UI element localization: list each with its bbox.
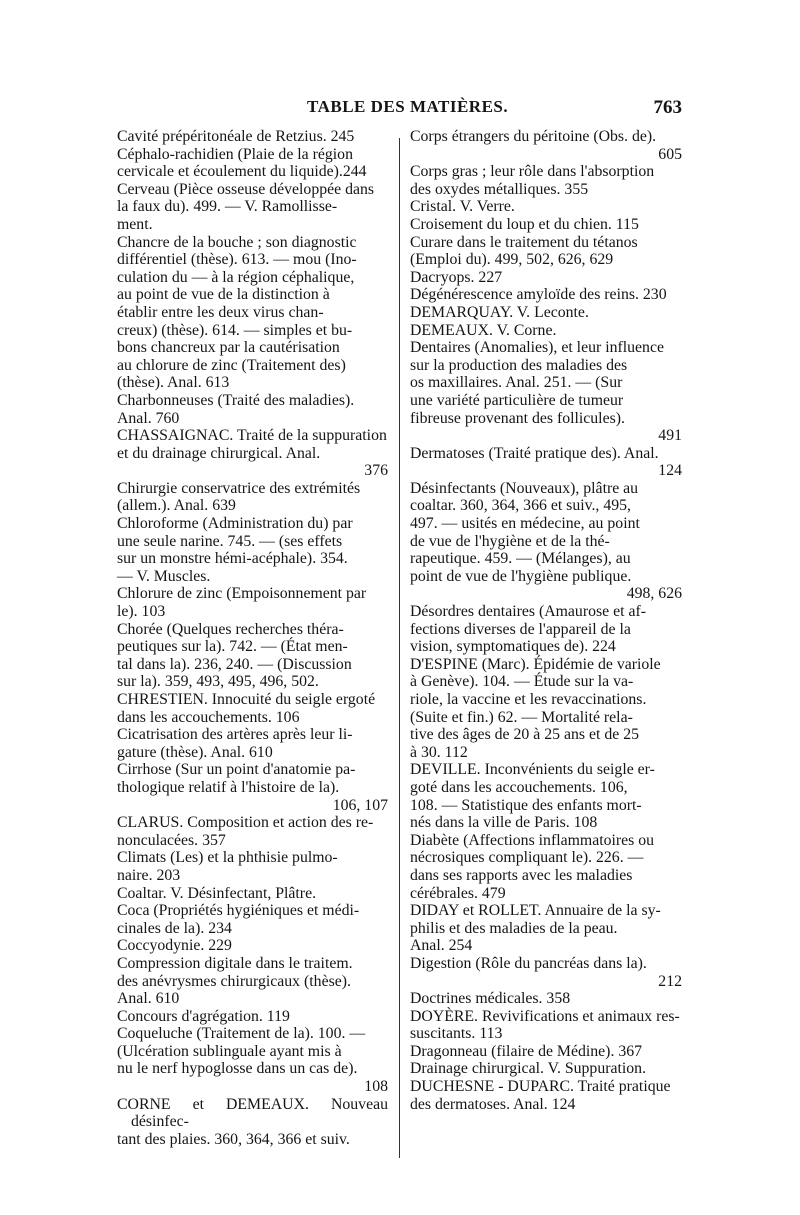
index-entry: [117, 480, 388, 515]
entry-line: sur un monstre hémi-acéphale). 354.: [117, 550, 348, 568]
index-entry: [117, 427, 388, 480]
running-title: TABLE DES MATIÈRES.: [307, 97, 509, 116]
entry-line: Chirurgie conservatrice des extrémités: [117, 479, 361, 497]
entry-line: à Genève). 104. — Étude sur la va-: [410, 673, 634, 691]
entry-line: Chlorure de zinc (Empoisonnement par: [117, 585, 367, 603]
entry-line: Cavité prépéritonéale de Retzius. 245: [117, 128, 355, 145]
entry-line: Doctrines médicales. 358: [410, 990, 571, 1008]
entry-line: — V. Muscles.: [117, 567, 211, 585]
entry-line: CHRESTIEN. Innocuité du seigle ergoté: [117, 691, 376, 708]
entry-line: la faux du). 499. — V. Ramollisse-: [117, 198, 338, 216]
entry-line: sur la production des maladies des: [410, 356, 628, 374]
entry-line: Dégénérescence amyloïde des reins. 230: [410, 286, 667, 304]
entry-line: gature (thèse). Anal. 610: [117, 743, 273, 761]
entry-line: Climats (Les) et la phthisie pulmo-: [117, 849, 338, 867]
index-entry: [410, 656, 682, 762]
entry-line: thologique relatif à l'histoire de la).: [117, 778, 340, 796]
entry-line: Diabète (Affections inflammatoires ou: [410, 831, 655, 849]
entry-line: des oxydes métalliques. 355: [410, 180, 589, 198]
entry-line: Cristal. V. Verre.: [410, 198, 515, 216]
entry-line: cervicale et écoulement du liquide).244: [117, 163, 367, 181]
index-entry: [117, 1025, 388, 1095]
entry-line: nu le nerf hypoglosse dans un cas de).: [117, 1060, 358, 1078]
entry-line: 491: [658, 427, 682, 445]
entry-line: peutiques sur la). 742. — (État men-: [117, 638, 348, 656]
entry-line: DEMARQUAY. V. Leconte.: [410, 303, 589, 321]
entry-line: nonculacées. 357: [117, 831, 226, 849]
entry-line: Charbonneuses (Traité des maladies).: [117, 391, 355, 409]
entry-line: fections diverses de l'appareil de la: [410, 620, 631, 638]
entry-line: Croisement du loup et du chien. 115: [410, 215, 639, 233]
entry-line: Désinfectants (Nouveaux), plâtre au: [410, 479, 639, 497]
entry-line: Drainage chirurgical. V. Suppuration.: [410, 1060, 647, 1078]
entry-line: goté dans les accouchements. 106,: [410, 778, 628, 796]
entry-line: 376: [364, 462, 388, 480]
index-entry: [117, 885, 388, 903]
entry-line: Coaltar. V. Désinfectant, Plâtre.: [117, 884, 317, 902]
entry-line: dans les accouchements. 106: [117, 708, 300, 726]
index-entry: [410, 1078, 682, 1113]
index-entry: [117, 691, 388, 726]
index-entry: [117, 955, 388, 1008]
entry-line: Chancre de la bouche ; son diagnostic: [117, 233, 357, 251]
index-entry: [410, 1060, 682, 1078]
right-column: [410, 128, 682, 1113]
entry-line: Coqueluche (Traitement de la). 100. —: [117, 1025, 366, 1043]
entry-line: Compression digitale dans le traitem.: [117, 954, 353, 972]
index-entry: [410, 163, 682, 198]
entry-line: (Suite et fin.) 62. — Mortalité rela-: [410, 708, 633, 726]
index-entry: [117, 1096, 388, 1149]
index-entry: [410, 269, 682, 287]
index-entry: [410, 990, 682, 1008]
entry-line: Dermatoses (Traité pratique des). Anal.: [410, 444, 659, 462]
entry-line: et du drainage chirurgical. Anal.: [117, 444, 321, 462]
entry-line: point de vue de l'hygiène publique.: [410, 567, 632, 585]
index-entry: [410, 339, 682, 445]
entry-line: riole, la vaccine et les revaccinations.: [410, 691, 647, 708]
entry-line: 106, 107: [332, 796, 388, 814]
entry-line: sur la). 359, 493, 495, 496, 502.: [117, 673, 319, 691]
column-divider: [399, 138, 400, 1158]
entry-line: D'ESPINE (Marc). Épidémie de variole: [410, 655, 661, 673]
entry-line: cérébrales. 479: [410, 884, 506, 902]
index-entry: [410, 832, 682, 902]
index-entry: [117, 392, 388, 427]
entry-line: Céphalo-rachidien (Plaie de la région: [117, 145, 353, 163]
index-entry: [117, 181, 388, 234]
entry-line: os maxillaires. Anal. 251. — (Sur: [410, 374, 623, 392]
entry-line: 498, 626: [626, 585, 682, 603]
entry-line: Digestion (Rôle du pancréas dans la).: [410, 954, 647, 972]
index-entry: [410, 1008, 682, 1043]
entry-line: Curare dans le traitement du tétanos: [410, 233, 638, 251]
entry-line: (allem.). Anal. 639: [117, 497, 236, 515]
entry-line: 124: [658, 462, 682, 480]
entry-line: philis et des maladies de la peau.: [410, 919, 618, 937]
entry-line: fibreuse provenant des follicules).: [410, 409, 625, 427]
entry-line: tive des âges de 20 à 25 ans et de 25: [410, 726, 639, 744]
entry-line: Corps gras ; leur rôle dans l'absorption: [410, 163, 655, 181]
index-entry: [410, 198, 682, 216]
left-column: [117, 128, 388, 1148]
entry-line: Chorée (Quelques recherches théra-: [117, 620, 344, 638]
entry-line: Chloroforme (Administration du) par: [117, 515, 353, 533]
index-entry: [410, 761, 682, 831]
entry-line: Dentaires (Anomalies), et leur influence: [410, 339, 664, 357]
index-entry: [410, 322, 682, 340]
entry-line: ment.: [117, 215, 153, 233]
entry-line: 108: [364, 1078, 388, 1096]
entry-line: Anal. 254: [410, 937, 473, 955]
index-entry: [117, 585, 388, 620]
index-entry: [410, 480, 682, 603]
entry-line: bons chancreux par la cautérisation: [117, 339, 340, 357]
index-entry: [117, 515, 388, 585]
entry-line: Cerveau (Pièce osseuse développée dans: [117, 180, 375, 198]
entry-line: CORNE et DEMEAUX. Nouveau désinfec-: [117, 1095, 388, 1131]
entry-line: Cicatrisation des artères après leur li-: [117, 726, 353, 744]
entry-line: 605: [658, 145, 682, 163]
entry-line: Cirrhose (Sur un point d'anatomie pa-: [117, 761, 356, 779]
entry-line: Coccyodynie. 229: [117, 937, 232, 955]
index-entry: [117, 761, 388, 814]
index-entry: [117, 814, 388, 849]
index-entry: [410, 603, 682, 656]
entry-line: au point de vue de la distinction à: [117, 286, 330, 304]
index-entry: [410, 286, 682, 304]
entry-line: à 30. 112: [410, 743, 468, 761]
index-entry: [410, 216, 682, 234]
entry-line: une variété particulière de tumeur: [410, 391, 624, 409]
entry-line: des dermatoses. Anal. 124: [410, 1095, 576, 1113]
entry-line: CLARUS. Composition et action des re-: [117, 814, 374, 832]
entry-line: dans ses rapports avec les maladies: [410, 866, 633, 884]
entry-line: une seule narine. 745. — (ses effets: [117, 532, 343, 550]
entry-line: au chlorure de zinc (Traitement des): [117, 356, 346, 374]
entry-line: différentiel (thèse). 613. — mou (Ino-: [117, 251, 357, 269]
index-entry: [410, 902, 682, 955]
entry-line: CHASSAIGNAC. Traité de la suppuration: [117, 427, 387, 445]
entry-line: (Emploi du). 499, 502, 626, 629: [410, 251, 614, 269]
index-entry: [410, 1043, 682, 1061]
entry-line: de vue de l'hygiène et de la thé-: [410, 532, 610, 550]
entry-line: tal dans la). 236, 240. — (Discussion: [117, 655, 352, 673]
entry-line: coaltar. 360, 364, 366 et suiv., 495,: [410, 497, 631, 515]
running-header: [112, 97, 682, 121]
entry-line: (Ulcération sublinguale ayant mis à: [117, 1042, 342, 1060]
entry-line: Concours d'agrégation. 119: [117, 1007, 290, 1025]
entry-line: 212: [658, 972, 682, 990]
entry-line: des anévrysmes chirurgicaux (thèse).: [117, 972, 351, 990]
entry-line: tant des plaies. 360, 364, 366 et suiv.: [117, 1130, 350, 1148]
entry-line: DEMEAUX. V. Corne.: [410, 321, 557, 339]
page-number: 763: [653, 97, 682, 118]
index-entry: [117, 1008, 388, 1026]
entry-line: nés dans la ville de Paris. 108: [410, 814, 598, 832]
entry-line: cinales de la). 234: [117, 919, 232, 937]
index-entry: [117, 726, 388, 761]
entry-line: le). 103: [117, 603, 166, 621]
entry-line: DUCHESNE - DUPARC. Traité pratique: [410, 1078, 671, 1096]
index-entry: [117, 621, 388, 691]
entry-line: Dacryops. 227: [410, 268, 503, 286]
index-entry: [410, 304, 682, 322]
entry-line: nécrosiques compliquant le). 226. —: [410, 849, 644, 867]
entry-line: (thèse). Anal. 613: [117, 374, 230, 392]
index-entry: [117, 234, 388, 392]
index-entry: [410, 234, 682, 269]
entry-line: Corps étrangers du péritoine (Obs. de).: [410, 128, 657, 145]
entry-line: Désordres dentaires (Amaurose et af-: [410, 603, 646, 621]
index-entry: [117, 902, 388, 937]
entry-line: creux) (thèse). 614. — simples et bu-: [117, 321, 353, 339]
entry-line: suscitants. 113: [410, 1025, 503, 1043]
index-entry: [410, 955, 682, 990]
entry-line: Anal. 610: [117, 990, 180, 1008]
index-entry: [410, 128, 682, 163]
entry-line: DOYÈRE. Revivifications et animaux res-: [410, 1007, 680, 1025]
entry-line: 108. — Statistique des enfants mort-: [410, 796, 642, 814]
entry-line: 497. — usités en médecine, au point: [410, 515, 640, 533]
entry-line: établir entre les deux virus chan-: [117, 303, 324, 321]
index-entry: [117, 128, 388, 146]
entry-line: culation du — à la région céphalique,: [117, 268, 355, 286]
entry-line: DIDAY et ROLLET. Annuaire de la sy-: [410, 902, 661, 920]
entry-line: Anal. 760: [117, 409, 180, 427]
index-entry: [117, 146, 388, 181]
entry-line: rapeutique. 459. — (Mélanges), au: [410, 550, 631, 568]
entry-line: naire. 203: [117, 866, 181, 884]
index-entry: [410, 445, 682, 480]
entry-line: Coca (Propriétés hygiéniques et médi-: [117, 902, 360, 920]
index-entry: [117, 937, 388, 955]
index-entry: [117, 849, 388, 884]
entry-line: vision, symptomatiques de). 224: [410, 638, 616, 656]
entry-line: DEVILLE. Inconvénients du seigle er-: [410, 761, 655, 779]
entry-line: Dragonneau (filaire de Médine). 367: [410, 1042, 643, 1060]
